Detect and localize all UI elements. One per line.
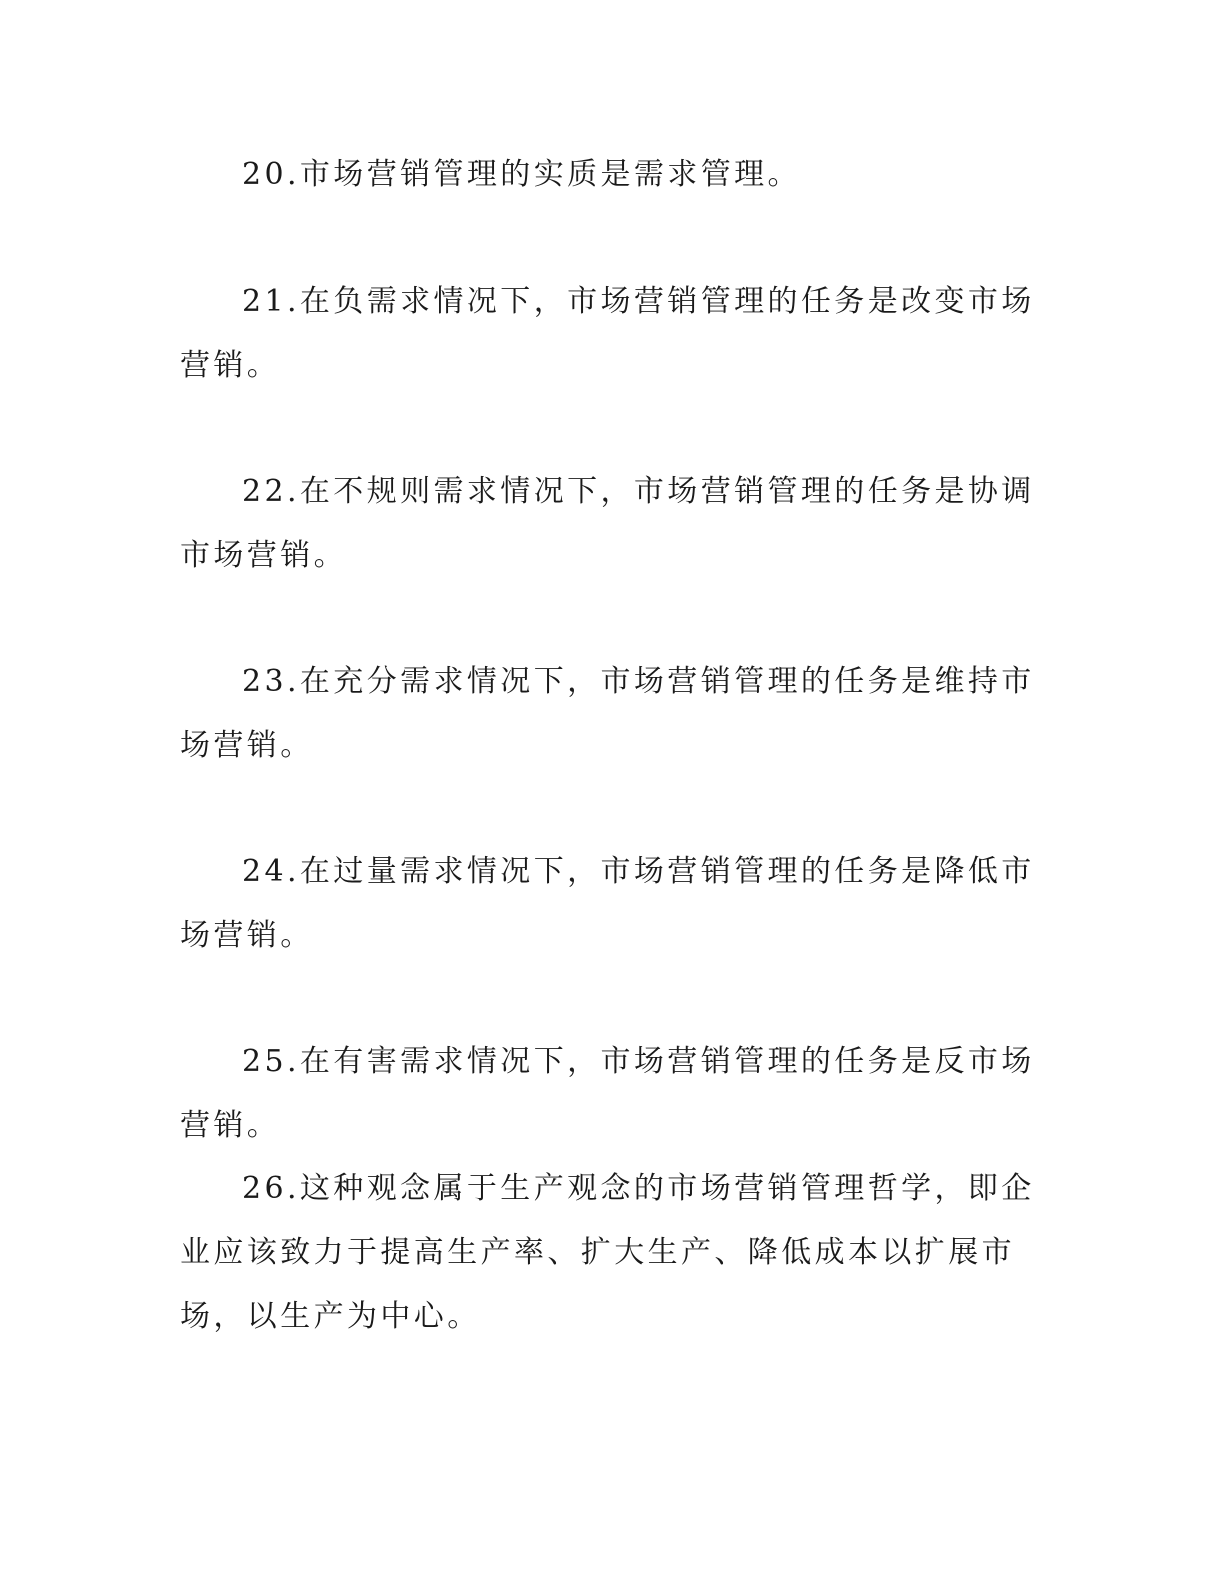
paragraph-25: 25.在有害需求情况下，市场营销管理的任务是反市场营销。 bbox=[180, 1044, 1035, 1143]
paragraph-24: 24.在过量需求情况下，市场营销管理的任务是降低市场营销。 bbox=[180, 854, 1035, 953]
paragraph-21: 21.在负需求情况下，市场营销管理的任务是改变市场营销。 bbox=[180, 284, 1035, 383]
paragraph-23: 23.在充分需求情况下，市场营销管理的任务是维持市场营销。 bbox=[180, 664, 1035, 763]
paragraph-20: 20.市场营销管理的实质是需求管理。 bbox=[242, 157, 801, 192]
paragraph-22: 22.在不规则需求情况下，市场营销管理的任务是协调市场营销。 bbox=[180, 474, 1035, 573]
paragraph-26: 26.这种观念属于生产观念的市场营销管理哲学，即企业应该致力于提高生产率、扩大生产、降低成本以扩展市场，以生产为中心。 bbox=[180, 1171, 1035, 1334]
